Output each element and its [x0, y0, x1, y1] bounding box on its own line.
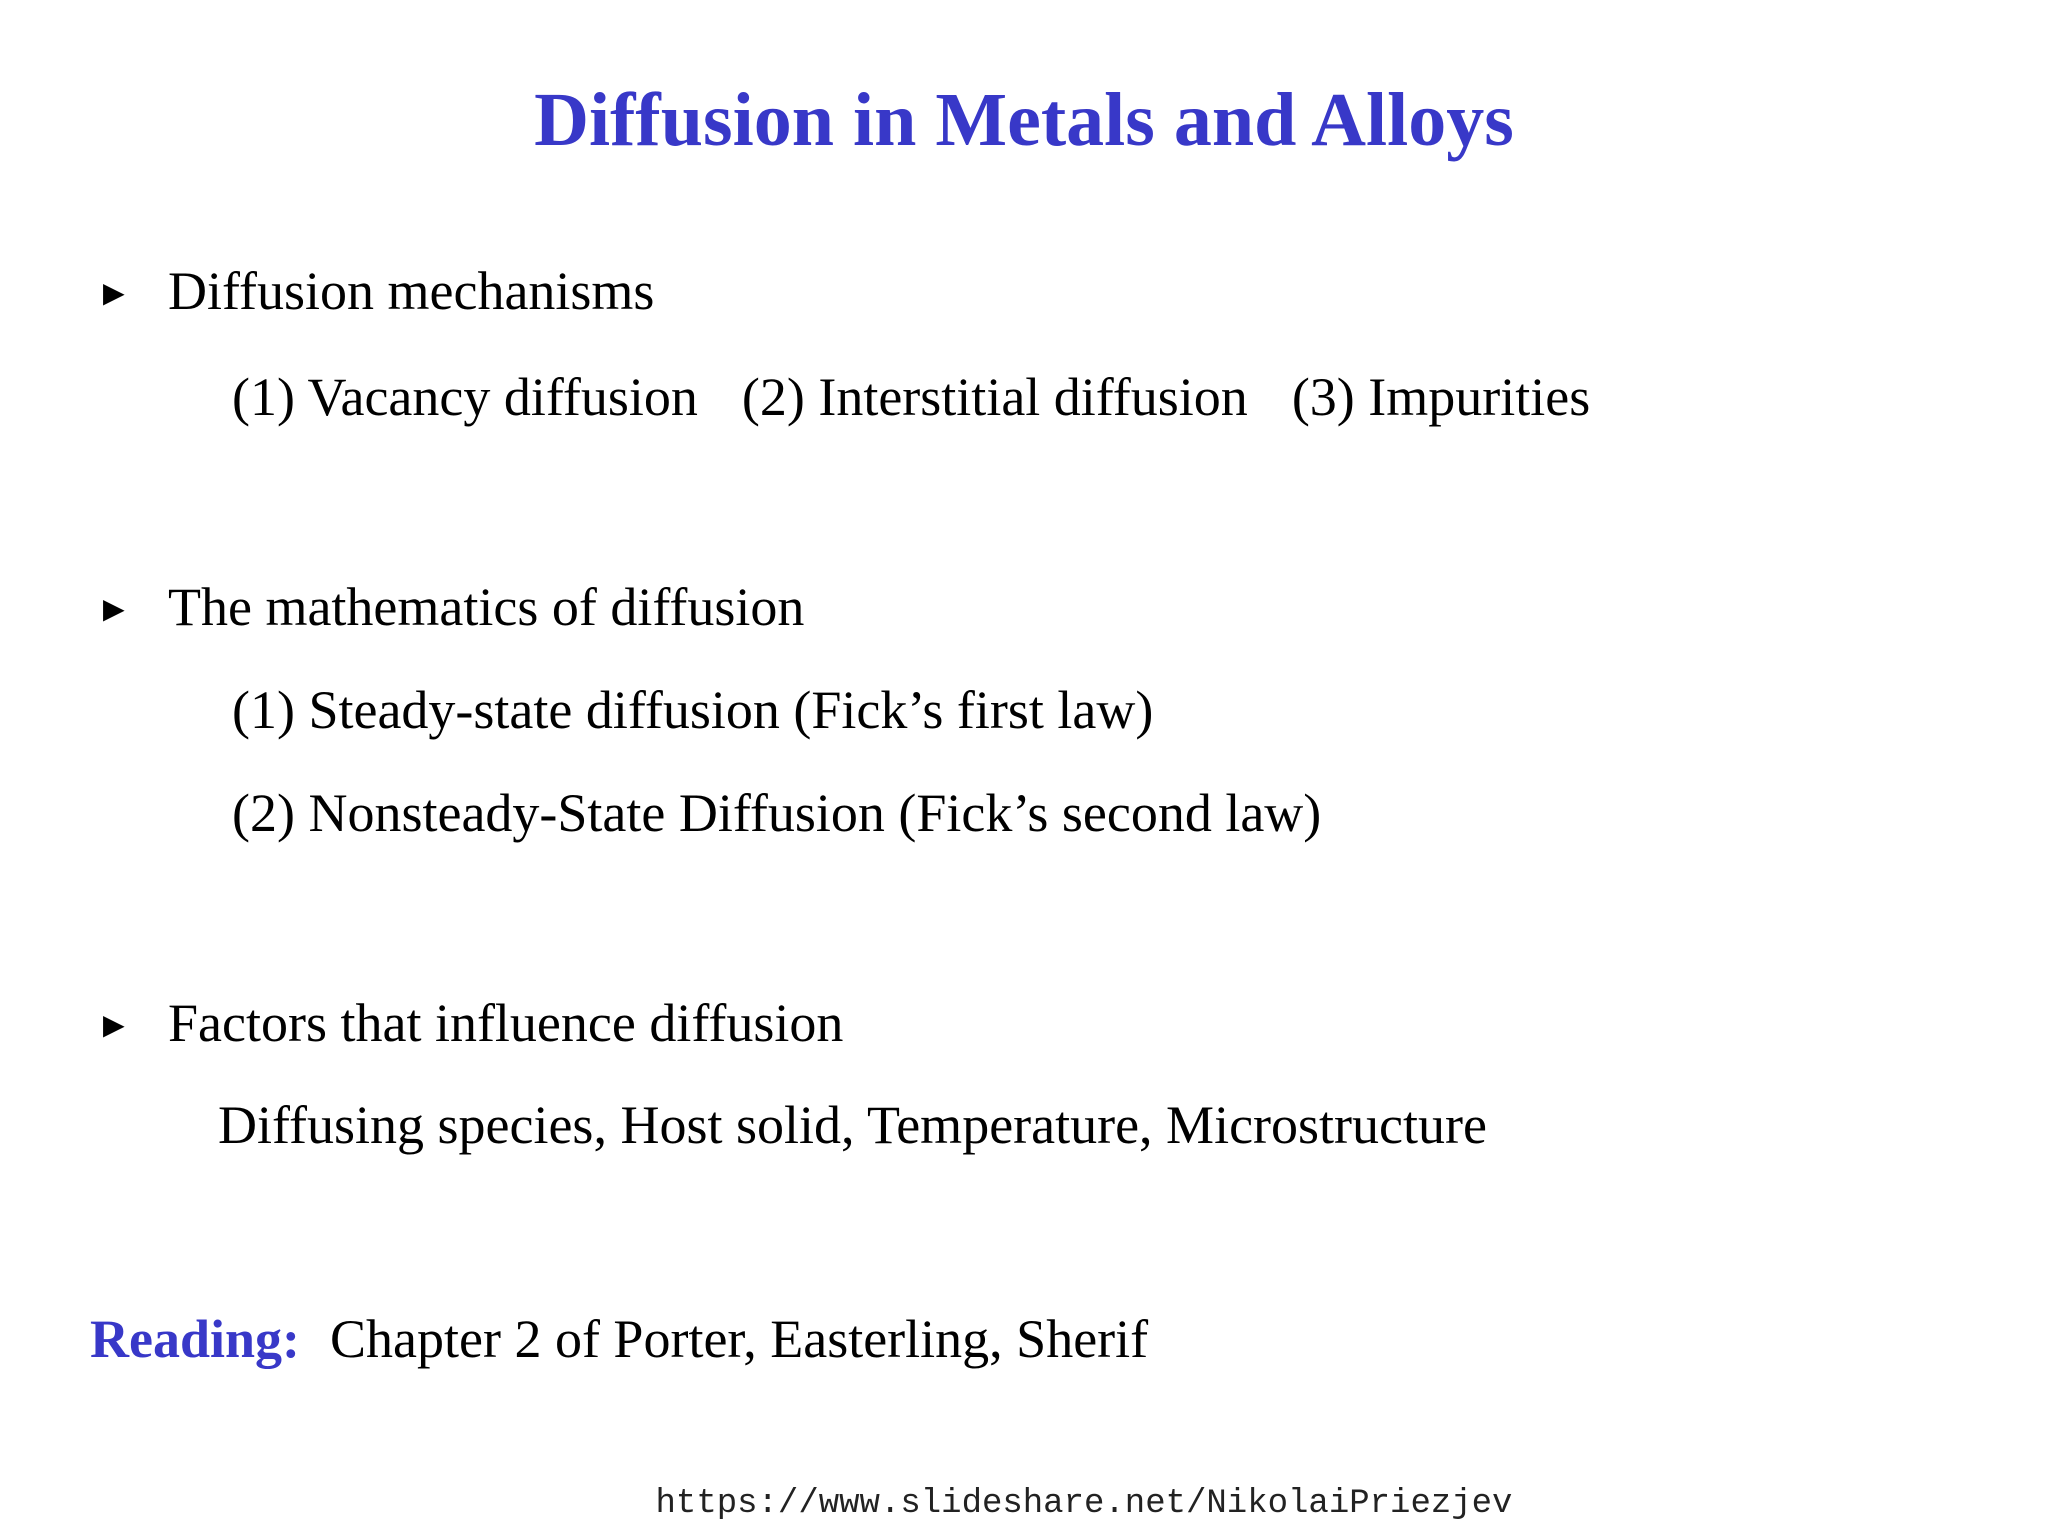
section-heading-factors: Factors that influence diffusion	[168, 993, 844, 1053]
reading-line	[90, 1304, 1148, 1374]
reading-label: Reading:	[90, 1309, 301, 1369]
bullet-arrow-icon: ►	[96, 1005, 132, 1045]
section-heading-mechanisms: Diffusion mechanisms	[168, 261, 655, 321]
list-item: (1) Vacancy diffusion	[232, 367, 698, 427]
section-heading-mathematics: The mathematics of diffusion	[168, 577, 805, 637]
source-url: https://www.slideshare.net/NikolaiPriezjev	[655, 1485, 1513, 1523]
reading-text: Chapter 2 of Porter, Easterling, Sherif	[330, 1309, 1149, 1369]
list-item: (1) Steady-state diffusion (Fick’s first law)	[232, 680, 1154, 740]
list-item: Diffusing species, Host solid, Temperature, Microstructure	[218, 1095, 1487, 1155]
bullet-arrow-icon: ►	[96, 589, 132, 629]
bullet-arrow-icon: ►	[96, 273, 132, 313]
mechanisms-list	[232, 362, 1590, 432]
list-item: (3) Impurities	[1291, 367, 1591, 427]
list-item: (2) Nonsteady-State Diffusion (Fick’s second law)	[232, 783, 1322, 843]
list-item: (2) Interstitial diffusion	[741, 367, 1248, 427]
slide-title: Diffusion in Metals and Alloys	[534, 78, 1514, 162]
